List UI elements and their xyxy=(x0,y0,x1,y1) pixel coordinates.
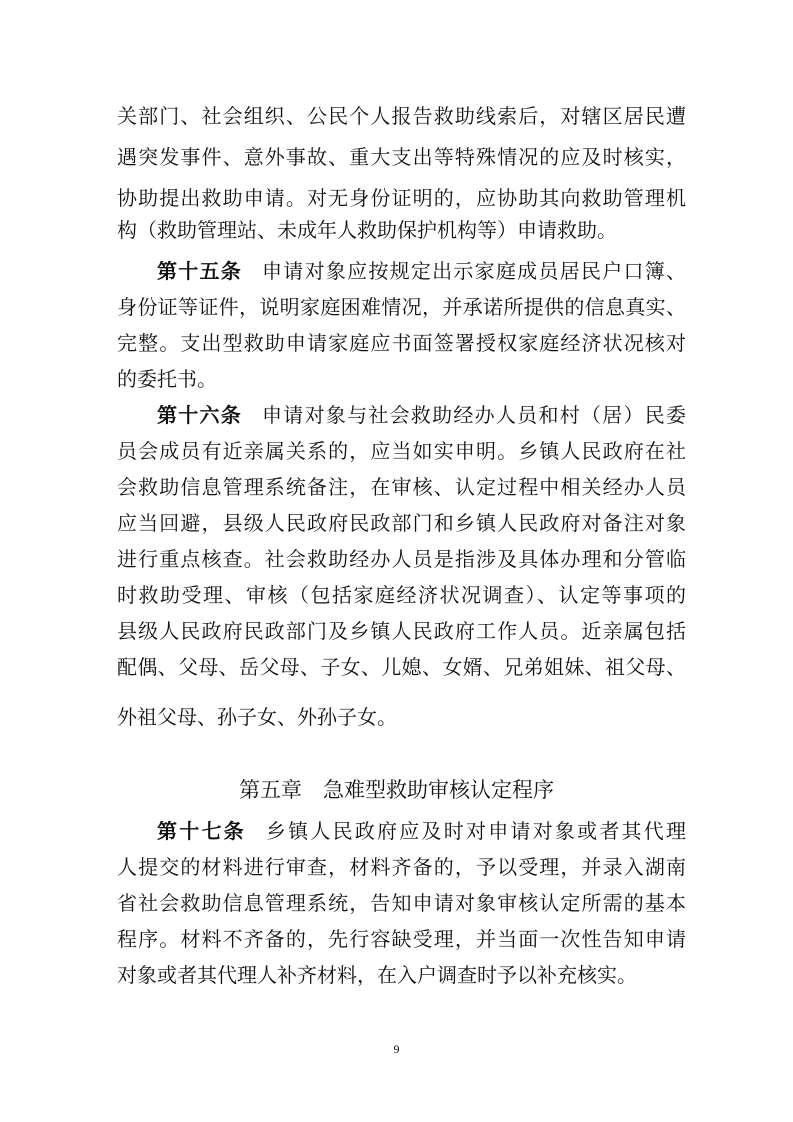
body-text-line: 身份证等证件，说明家庭困难情况，并承诺所提供的信息真实、 xyxy=(117,295,686,319)
article-16-first-text: 申请对象与社会救助经办人员和村（居）民委 xyxy=(262,403,687,427)
body-text-line: 进行重点核查。社会救助经办人员是指涉及具体办理和分管临 xyxy=(117,547,686,571)
body-text-line: 应当回避，县级人民政府民政部门和乡镇人民政府对备注对象 xyxy=(117,511,686,535)
body-text-line: 省社会救助信息管理系统，告知申请对象审核认定所需的基本 xyxy=(117,891,686,915)
body-text-line: 配偶、父母、岳父母、子女、儿媳、女婿、兄弟姐妹、祖父母、 xyxy=(117,655,686,679)
article-15-heading: 第十五条 xyxy=(157,259,243,283)
body-text-line: 完整。支出型救助申请家庭应书面签署授权家庭经济状况核对 xyxy=(117,331,686,355)
article-15-first-line xyxy=(157,256,686,286)
body-text-line: 对象或者其代理人补齐材料，在入户调查时予以补充核实。 xyxy=(117,963,637,987)
body-text-line: 协助提出救助申请。对无身份证明的，应协助其向救助管理机 xyxy=(117,186,686,210)
body-text-line: 时救助受理、审核（包括家庭经济状况调查）、认定等事项的 xyxy=(117,583,686,607)
body-text-line: 县级人民政府民政部门及乡镇人民政府工作人员。近亲属包括 xyxy=(117,619,686,643)
body-text-line: 程序。材料不齐备的，先行容缺受理，并当面一次性告知申请 xyxy=(117,927,686,951)
article-15-first-text: 申请对象应按规定出示家庭成员居民户口簿、 xyxy=(262,259,687,283)
article-17-first-line xyxy=(157,816,686,846)
body-text-line: 构（救助管理站、未成年人救助保护机构等）申请救助。 xyxy=(117,218,617,242)
body-text-line: 外祖父母、孙子女、外孙子女。 xyxy=(117,705,397,729)
body-text-line: 遇突发事件、意外事故、重大支出等特殊情况的应及时核实， xyxy=(117,145,686,169)
chapter-heading: 第五章 急难型救助审核认定程序 xyxy=(239,778,554,802)
page-number: 9 xyxy=(393,1042,400,1056)
body-text-line: 人提交的材料进行审查，材料齐备的，予以受理，并录入湖南 xyxy=(117,855,686,879)
article-16-first-line xyxy=(157,400,686,430)
article-16-heading: 第十六条 xyxy=(157,403,243,427)
body-text-line: 员会成员有近亲属关系的，应当如实申明。乡镇人民政府在社 xyxy=(117,439,686,463)
body-text-line: 的委托书。 xyxy=(117,367,217,391)
body-text-line: 会救助信息管理系统备注，在审核、认定过程中相关经办人员 xyxy=(117,475,686,499)
article-17-heading: 第十七条 xyxy=(157,819,246,843)
body-text-line: 关部门、社会组织、公民个人报告救助线索后，对辖区居民遭 xyxy=(117,104,686,128)
article-17-first-text: 乡镇人民政府应及时对申请对象或者其代理 xyxy=(265,819,687,843)
